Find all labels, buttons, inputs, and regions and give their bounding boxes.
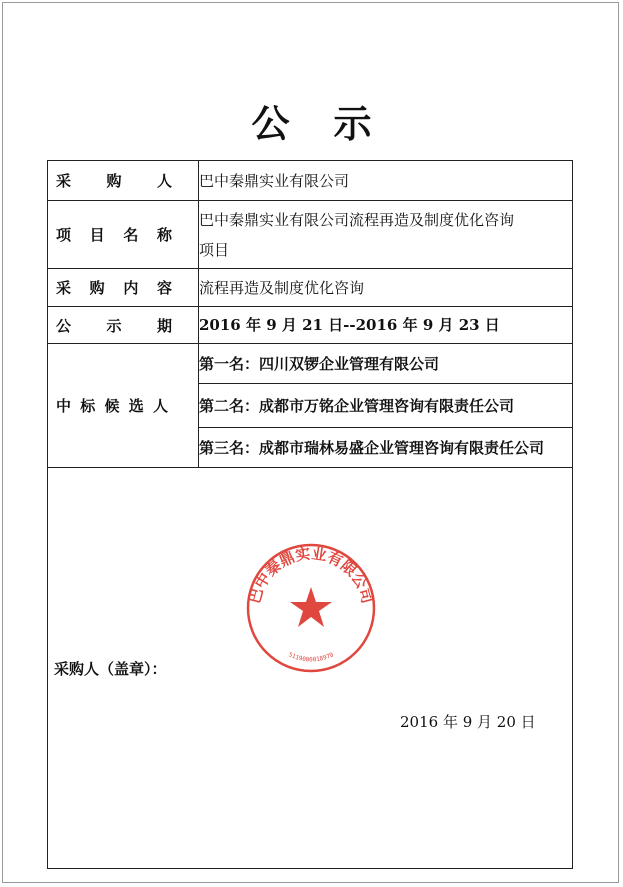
label-char: 公 [56,316,72,335]
label-period [48,315,198,336]
page-title [0,93,623,148]
table-row [48,344,573,384]
label-char: 示 [106,316,122,335]
table-row [48,269,573,307]
label-cell [48,161,199,201]
project-name-line-2: 项目 [199,240,230,259]
value-purchaser: 巴中秦鼎实业有限公司 [199,161,573,201]
label-cell [48,201,199,269]
label-char: 中 [56,397,72,415]
label-candidates [48,395,198,416]
table-row [48,201,573,269]
label-content [48,277,198,298]
star-icon [290,587,332,627]
seal-text: 巴中秦鼎实业有限公司 [245,544,377,606]
label-char: 项 [56,226,72,244]
table-row [48,161,573,201]
value-content: 流程再造及制度优化咨询 [199,269,573,307]
project-name-line-1: 巴中秦鼎实业有限公司流程再造及制度优化咨询 [199,210,515,229]
label-cell [48,269,199,307]
title-char-2: 示 [333,102,372,146]
label-cell [48,344,199,468]
label-char: 标 [80,397,96,415]
label-char: 人 [152,397,168,415]
label-char: 购 [106,172,122,190]
label-purchaser [48,170,198,191]
label-cell [48,307,199,344]
candidate-3: 第三名：成都市瑞林易盛企业管理咨询有限责任公司 [199,428,573,468]
value-period: 2016 年 9 月 21 日--2016 年 9 月 23 日 [199,307,573,344]
company-seal [244,541,378,675]
value-project-name [199,201,573,269]
label-char: 容 [156,279,172,297]
label-project-name [48,224,198,245]
candidate-1: 第一名：四川双锣企业管理有限公司 [199,344,573,384]
label-char: 候 [104,397,120,415]
title-char-1: 公 [251,102,290,146]
label-char: 称 [156,226,172,244]
label-char: 人 [156,172,172,190]
label-char: 期 [156,316,172,335]
label-char: 购 [89,279,105,297]
signature-label: 采购人（盖章）： [54,659,167,678]
notice-table [47,160,573,869]
table-row [48,307,573,344]
label-char: 采 [56,172,72,190]
document-date: 2016 年 9 月 20 日 [400,713,536,731]
label-char: 内 [123,279,139,297]
label-char: 采 [56,279,72,297]
label-char: 选 [128,397,144,415]
label-char: 名 [123,226,139,244]
seal-number: 5119000018970 [287,651,335,664]
candidate-2: 第二名：成都市万铭企业管理咨询有限责任公司 [199,384,573,428]
label-char: 目 [89,226,105,244]
